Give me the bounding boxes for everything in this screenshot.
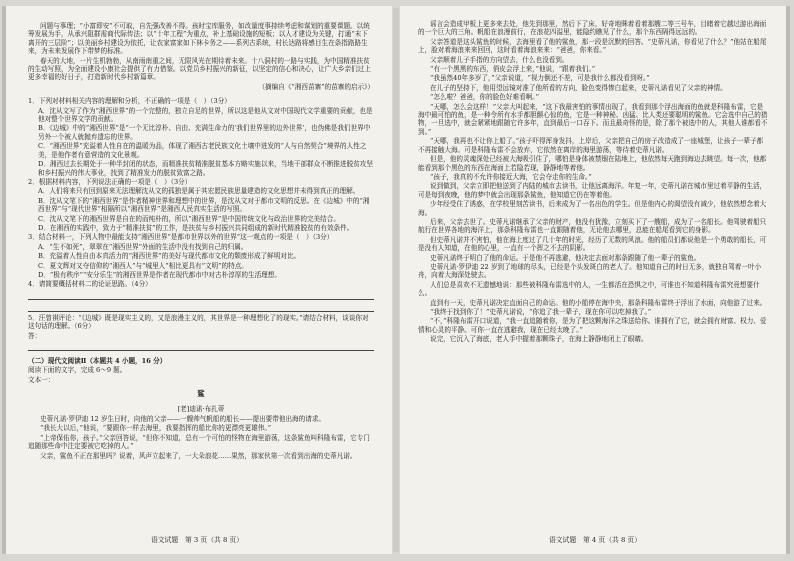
story-paragraph: 在儿子的坚持下，他用望远镜对准了他所看的方向，脸色变得惨白起来，史蒂凡诺看见了父亲的神情。	[430, 83, 727, 92]
answer-label: 答：	[28, 331, 42, 340]
exam-page-left	[2, 6, 392, 554]
story-paragraph: “怎么啦？爸爸，你的脸色好难看啊。”	[430, 93, 539, 102]
page-footer-right: 语文试题 第 4 页（共 8 页）	[548, 536, 642, 544]
story-paragraph: “我长大以后，”他说，“要跟你一样去海里，我要指挥的船比你的更漂亮更雄伟。”	[40, 424, 272, 433]
story-paragraph: “我终于找到你了！”史蒂凡诺说，“你追了我一辈子，现在你可以吃掉我了。”	[430, 308, 652, 316]
story-title: 鲨	[197, 389, 205, 399]
intro-paragraph-1: 问题与事理；“小富即安”不可取，自先强改善不得。孩时宝库服务，如改量度事持续考虑和谋划的重要课题。以统筹发展为手，从承兴阻群需商代际传法；以“十年工程”为重点，补上基础设施的短板；以人才建设为关键，打通“末下离开的三层阶”；以美丽乡村建设为依托，让农家富家如下林卡务之——系列古系统，村长达路将感目生在条指路路生来，为未来发展作下带梦的标准。	[28, 22, 370, 56]
story-paragraph: 父亲顺着儿子手指的方向望去，什么也没看到。	[430, 55, 569, 64]
intro-paragraph-2: 春天的大地，一片生机勃勃，从南雨南重之间，无限风光在期待着未来。十八洞村的一路与实践，为中国精准扶贫的生动写照，为全面建设小康社会提供了有力借鉴。以党员乡村振兴的新征，以坚定的信心和决心，让广大乡亲们过上更多幸福的好日子，打造新时代乡村新篇章。	[28, 56, 371, 82]
story-paragraph: 说到做到，父亲立即把他送到了内陆的城市去读书，让他远离海洋。年复一年，史蒂凡诺在城市里过着平静的生活，可是每到夜晚，他的梦中就会出现那条鲨鱼，他知道它仍在等着他。	[418, 182, 767, 199]
story-paragraph: “上帝保佑你，孩子。”父亲回答说，“但你不知道，总有一个可怕的怪物在海里游荡，这条鲨鱼叫科隆布雷，它专门追随那些命中注定要被它吃掉的人。”	[28, 433, 370, 451]
story-paragraph: 史蒂凡诺终于明白了他的命运。于是他不再逃避，他决定去面对那条跟随了他一辈子的鲨鱼。	[430, 253, 701, 262]
story-paragraph: 但史蒂凡诺并不害怕，他在海上度过了几十年的时光，经历了无数的风浪。他的船员们都说他是一个勇敢的船长，可是没有人知道，在他的心里，一直有一个挥之不去的阴影。	[418, 235, 767, 253]
story-paragraph: 谣言会造成甲板上更多来去处，他先到那里，然后下了床，好奇地眯着看着那艘二等三号车，目睹着它越过游出海面的一个巨大的三角。帆船在浪漫前行，在浪花四溢里，能隐约瞧见了什么，那个东西隔得远远的。	[418, 20, 767, 37]
q2-option-c: C．沈从文笔下的湘西世界是自在的而纯朴的，所以“湘西世界”是中国传统文化与政治世界的完美结合。	[38, 214, 340, 223]
q3-option-c: C．夏文辉对又夺信仰的“湘西人”与“城里人”相比更具有“文明”的特点。	[38, 261, 248, 270]
q1-option-a: A．沈从文写了作为“湘西世界”的一个完整的，独立自足的世界，所以这是他从文对中国现代文学重要的贡献，也是他对整个世界文学的贡献。	[38, 106, 373, 124]
text-label: 文本一：	[28, 375, 55, 384]
story-paragraph: 直到有一天，史蒂凡诺决定直面自己的命运。他的小船停在海中央，那条科隆布雷终于浮出了水面，向他游了过来。	[430, 298, 767, 307]
q2-option-d: D．在湘西的实践中，致力于“精准扶贫”的工作，是扶贫与乡村振兴共同组成的新时代精准脱贫的有效条件。	[38, 223, 354, 232]
right-page-content	[418, 20, 768, 345]
story-paragraph: 父亲答道是这头鲨鱼的时候，去海里看了他的鲨鱼，那一段是沉默的回答。“史蒂凡诺，你看见了什么？”他站在船尾上，脸对着海浪来来回回，这时看着海浪来来：“爸爸，你来看。”	[418, 37, 767, 55]
page-gutter	[393, 8, 399, 552]
q2-option-a: A．人们将来只有回到原来无法理解沈从文的孤独是属于其宏愿民族思量建造的文化思想并未得到真正的理解。	[38, 187, 360, 196]
story-paragraph: 史蒂凡诺·罗伊迪 22 岁到了地球的尽头，已经是个头发斑白的老人了。他知道自己的时日无多，就独自驾着一叶小舟，向着大海深处驶去。	[418, 262, 762, 280]
question-1: 1．下列对材料相关内容的理解和分析，不正确的一项是（ ）（3分）	[28, 97, 231, 106]
section-2-instruction: 阅读下面的文字，完成 6～9 题。	[28, 366, 127, 375]
story-paragraph: 后来，父亲去世了。史蒂凡诺继承了父亲的财产，他没有犹豫，立刻买下了一艘船，成为了一名船长。他驾驶着船只航行在世界各地的海洋上，那条科隆布雷也一直跟随着他，无论他去哪里，总能在船尾看到它的身影。	[418, 217, 767, 235]
story-paragraph: 说完，它沉入了海底，老人手中握着那颗珠子，在海上静静地闭上了眼睛。	[430, 335, 648, 344]
question-2: 2．根据材料内容，下列说法正确的一项是（ ）（3分）	[28, 177, 192, 186]
q1-option-d: D．湘西过去长期处于一种半封闭的状态，而精准扶贫精准脱贫基本方略实施以来，当地干部群众不断推进脱贫攻坚和乡村振兴的伟大事业，找到了精准发力的脱贫致富之路。	[38, 160, 373, 177]
section-2-heading: （二）现代文阅读Ⅱ（本题共 4 小题，16 分）	[28, 357, 167, 365]
story-author: [老]迪诺·布扎蒂	[177, 404, 225, 413]
story-paragraph: “有一个黑黑的东西，俏皮会浮上来，”他说，“跟着我们。”	[430, 65, 596, 74]
q3-option-a: A．“生不如死”，翠翠在“湘西世界”外面的生活中没有找到自己的归属。	[38, 242, 248, 251]
story-paragraph: “不，”科隆布雷开口说道，“我一直追随着你，是为了把这颗海洋之珠送给你。谁拥有了它，就会拥有财富、权力、爱情和心灵的平静。可你一直在逃避我，现在已经太晚了。”	[418, 317, 767, 334]
q1-option-c: C．“湘西世界”充溢着人性自在的温暖为品，体现了湘西古老民族文化土壤中迸发的“人与自然契合”境界的人性之美，是他作者有意营造的文化景观。	[38, 142, 367, 159]
answer-line	[28, 302, 374, 312]
page-edge-shadow	[2, 6, 6, 554]
q2-option-b: B．沈从文笔下的“湘西世界”是作者精神世界和理想中的世界，是沈从文对于都市文明的反思。在《边城》中的“湘西世界”与“现代世界”相隔所以“湘西世界”是湘西人民真实生活的写照。	[38, 196, 370, 214]
q3-option-b: B．充溢着人性自由本真活力的“湘西世界”的美好与现代都市文化的颓废形成了鲜明对比。	[38, 252, 301, 261]
q1-option-b: B．《边城》中的“湘西世界”是“一个无比淳朴、自由、充满生命力的‘我们世界里的边外世界’，也伪佛是我们世界中另外一个被人就抛弃遗忘的世界。	[38, 124, 371, 141]
exam-page-right	[400, 6, 790, 554]
story-paragraph: 但是，他的灵魂深处已经被大海吸引住了，哪怕是身体被禁锢在陆地上，他依然每天跑到海边去眺望。每一次，他都能看到那个黑色的东西在海面上若隐若现，静静地等着他。	[418, 155, 767, 172]
story-paragraph: 人们总是喜欢不无遗憾地说：那些被科隆布雷选中的人，一生都活在恐惧之中，可谁也不知道科隆布雷究竟想要什么。	[418, 280, 760, 298]
page-footer-left: 语文试题 第 3 页（共 8 页）	[150, 536, 244, 544]
question-4: 4．请简要概括材料二的论证思路。（4分）	[28, 280, 152, 289]
story-paragraph: 少年经受住了诱惑，在学校里刻苦读书，后来成为了一名出色的学生。但是他内心的渴望没有减少，他依然想念着大海。	[418, 200, 767, 217]
story-paragraph: “天哪，我再也不让你上船了。”孩子吓得浑身发抖，上岸后，父亲把自己的房子改造成了一座城堡，让孩子一辈子都不再接触大海。可是科隆布雷不会放弃，它依然在离岸的海里游荡，等待着史蒂凡诺。	[418, 137, 764, 154]
story-paragraph: “天哪，怎么会这样！”父亲大叫起来，“这下我最害怕的事情出现了，我看到那个浮出海面的鱼就是科隆布雷，它是海中最可怕的鱼，是一种令所有水手都胆颤心惊的鱼，它是一种神秘、凶猛、比人类还要聪明的鲨鱼。它会选中自己的猎物，一旦选中，就会紧紧地跟随它许多年，直到最后一口吞下。而且最奇怪的是，除了那个被选中的人，其他人谁都看不到。”	[418, 102, 768, 136]
story-paragraph: 父亲，鲨鱼不正在那里吗？说着，风声立起来了，一大朵浪花……果然，那家伙第一次看到出海的史蒂凡诺。	[40, 451, 357, 460]
question-5: 5．汪曾祺评论：“《边城》既是现实主义的，又是浪漫主义的，其世界是一种理想化了的现实。”请结合材料，谈谈你对这句话的理解。（6分）	[28, 313, 369, 331]
question-3: 3．结合材料一，下列人物中最能支持“湘西世界”是都市世界以外的世界”这一观点的一项是（ ）（3分）	[28, 233, 334, 242]
answer-line	[28, 290, 374, 300]
source-citation: （摘编自《“湘西苗寨”的苗寨的启示》）	[258, 82, 374, 91]
story-paragraph: “我虽然40年多岁了，”父亲说道，“视力倒还不差，可是我什么都没看到呀。”	[430, 74, 650, 83]
story-paragraph: “孩子，我真的不允许你接近大海，它会夺走你的生命。”	[430, 172, 592, 181]
left-page-content	[28, 22, 374, 461]
q3-option-d: D．“极有秩序”“安分乐生”的湘西世界是作者在现代都市中对古朴淳厚的生活理想。	[38, 270, 281, 279]
answer-line	[28, 341, 374, 351]
story-paragraph: 史蒂凡诺·罗伊迪 12 岁生日时，向他的父亲——一艘帅气帆船的船长——提出要带他出海的请求。	[40, 415, 326, 424]
page-edge-shadow	[786, 6, 790, 554]
